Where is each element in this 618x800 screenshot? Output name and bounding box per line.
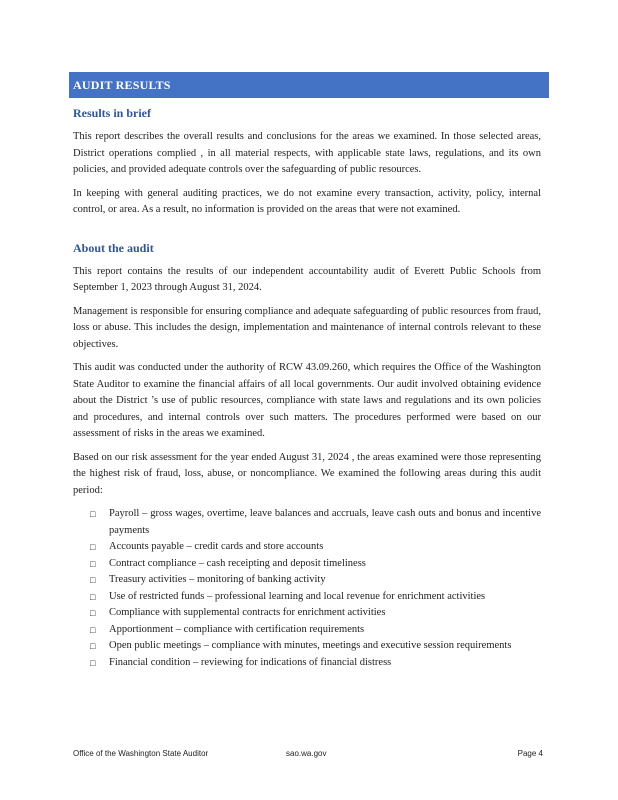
bullet-icon: □ <box>90 558 96 569</box>
bullet-icon: □ <box>90 591 96 602</box>
list-item-text: Compliance with supplemental contracts for enrichment activities <box>109 607 386 618</box>
list-item <box>90 638 541 655</box>
page-footer <box>73 749 543 763</box>
list-item <box>90 556 541 573</box>
paragraph: Management is responsible for ensuring compliance and adequate safeguarding of public resources from fraud, loss or abuse. This includes the design, implementation and maintenance of internal controls relevant to these objectives. <box>73 305 541 350</box>
list-item-text: Apportionment – compliance with certification requirements <box>109 623 365 635</box>
paragraph: In keeping with general auditing practices, we do not examine every transaction, activity, policy, internal control, or area. As a result, no information is provided on the areas that were not examined. <box>73 187 541 215</box>
bullet-icon: □ <box>90 641 96 651</box>
paragraph: This report describes the overall results and conclusions for the areas we examined. In those selected areas, District operations complied , in all material respects, with applicable state laws, regulations, and its own policies, and provided adequate controls over the safeguarding of public resources. <box>73 131 541 175</box>
footer-page-number: Page 4 <box>517 749 543 758</box>
paragraph: This report contains the results of our independent accountability audit of Everett Public Schools from September 1, 2023 through August 31, 2024. <box>73 265 541 293</box>
list-item <box>90 605 541 622</box>
list-item-text: Treasury activities – monitoring of banking activity <box>109 574 326 585</box>
page-content <box>73 104 541 671</box>
list-item-text: Financial condition – reviewing for indications of financial distress <box>109 656 392 668</box>
list-item <box>90 572 541 589</box>
footer-organization: Office of the Washington State Auditor <box>73 749 209 758</box>
list-item-text: Payroll – gross wages, overtime, leave balances and accruals, leave cash outs and bonus and incentive payments <box>109 508 541 536</box>
audit-areas-list <box>73 506 541 671</box>
paragraph: Based on our risk assessment for the year ended August 31, 2024 , the areas examined were those representing the highest risk of fraud, loss, abuse, or noncompliance. We examined the following areas during this audit period: <box>73 451 541 496</box>
heading-about-the-audit: About the audit <box>73 240 154 255</box>
bullet-icon: □ <box>90 575 96 585</box>
bullet-icon: □ <box>90 657 96 668</box>
bullet-icon: □ <box>90 624 96 635</box>
list-item <box>90 622 541 639</box>
list-item-text: Open public meetings – compliance with minutes, meetings and executive session requirements <box>109 640 512 651</box>
list-item-text: Contract compliance – cash receipting and deposit timeliness <box>109 557 366 569</box>
section-banner: AUDIT RESULTS <box>69 72 549 98</box>
bullet-icon: □ <box>90 542 96 552</box>
list-item <box>90 506 541 539</box>
paragraph: This audit was conducted under the authority of RCW 43.09.260, which requires the Office of the Washington State Auditor to examine the financial affairs of all local governments. Our audit involved obtaining evidence about the District ’s use of public resources, compliance with state laws and regulations and its own policies and procedures, and internal controls over such matters. The procedures performed were based on our assessment of risks in the areas we examined. <box>73 362 541 439</box>
list-item <box>90 539 541 556</box>
list-item-text: Accounts payable – credit cards and store accounts <box>109 541 324 552</box>
bullet-icon: □ <box>90 608 96 618</box>
list-item-text: Use of restricted funds – professional learning and local revenue for enrichment activities <box>109 590 486 602</box>
heading-results-in-brief: Results in brief <box>73 106 151 120</box>
footer-website: sao.wa.gov <box>286 749 327 758</box>
list-item <box>90 589 541 606</box>
list-item <box>90 655 541 672</box>
bullet-icon: □ <box>90 509 96 519</box>
